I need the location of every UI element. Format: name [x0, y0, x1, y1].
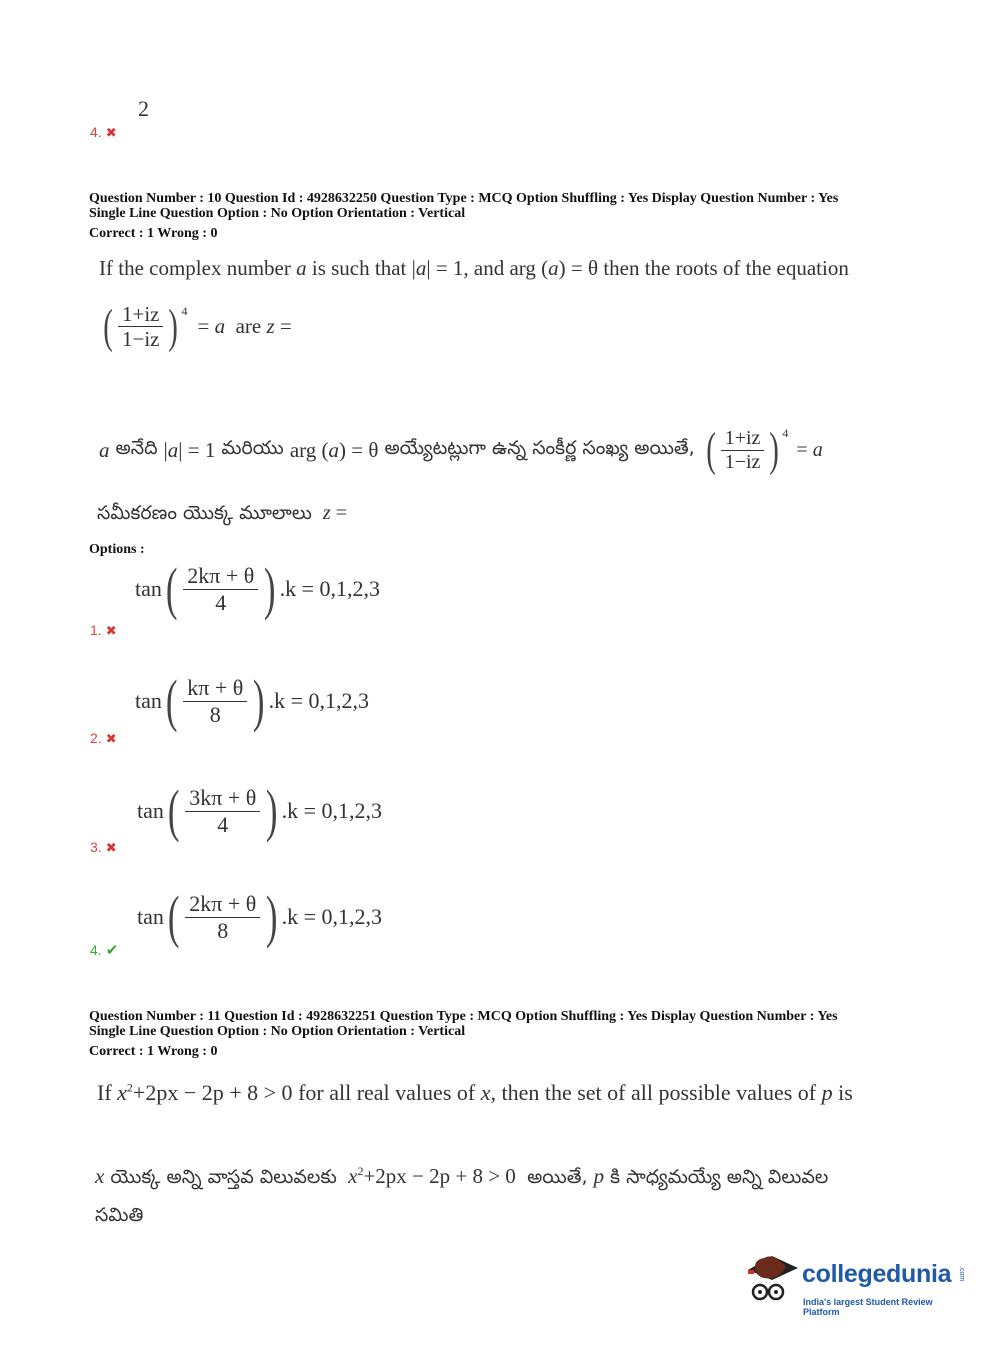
q10-en-b: is such that: [311, 256, 407, 280]
tan-label: tan: [137, 904, 164, 929]
option-3-marker: [90, 839, 117, 856]
q11-meta-line3: Correct : 1 Wrong : 0: [89, 1044, 218, 1059]
mascot-icon: [742, 1250, 802, 1310]
prev-option-marker: [90, 124, 117, 141]
option-2: tan ( $\frac{k\pi + \theta}{8}$ ) .k = 0,1,2,3: [135, 668, 370, 733]
wrong-icon: ✖: [105, 623, 117, 638]
q10-meta-line3: Correct : 1 Wrong : 0: [89, 226, 218, 241]
q11-en-d: is: [838, 1080, 853, 1105]
tan-label: tan: [135, 688, 162, 713]
q10-frac-den: 1−iz: [121, 327, 160, 352]
option-3-numerator: 3kπ + θ: [185, 785, 260, 811]
option-1-numerator: 2kπ + θ: [183, 563, 258, 589]
q11-te-a: యొక్క అన్ని వాస్తవ విలువలకు: [110, 1166, 337, 1188]
q11-en-b: for all real values of: [298, 1080, 476, 1105]
q10-telugu-line2: సమీకరణం యొక్క మూలాలు z =: [97, 502, 347, 524]
options-label: Options :: [89, 542, 145, 557]
q11-te-c: కి సాధ్యమయ్యే అన్ని విలువల: [610, 1166, 829, 1188]
tan-label: tan: [137, 798, 164, 823]
prev-option-number: 4.: [90, 124, 102, 140]
q10-frac-num: 1+iz: [118, 302, 164, 327]
q10-en-d: then the roots of the equation: [603, 256, 849, 280]
option-2-number: 2.: [90, 730, 102, 746]
q10-te-frac-den: 1−iz: [724, 450, 761, 473]
option-2-denominator: 8: [209, 701, 221, 727]
option-3-denominator: 4: [217, 811, 229, 837]
q11-en-a: If: [97, 1080, 112, 1105]
logo-tagline: India's largest Student Review Platform: [803, 1297, 933, 1317]
option-1-denominator: 4: [215, 589, 227, 615]
q10-en-c: , and arg: [463, 256, 536, 280]
prev-option-value: 2: [138, 96, 149, 121]
option-1-number: 1.: [90, 622, 102, 638]
option-4-denominator: 8: [217, 917, 229, 943]
q11-te-expr: +2px − 2p + 8 > 0: [363, 1164, 516, 1188]
q11-telugu-line1: x యొక్క అన్ని వాస్తవ విలువలకు $x^2+2px - 2p + 8 > 0$ అయితే, p కి సాధ్యమయ్యే అన్ని విలువల: [95, 1164, 829, 1188]
option-2-k: .k = 0,1,2,3: [268, 688, 370, 713]
q11-meta-line1: Question Number : 11 Question Id : 4928632251 Question Type : MCQ Option Shuffling : Yes Display Question Number : Yes: [89, 1009, 838, 1024]
check-icon: ✔: [105, 942, 119, 959]
q10-equation: ( $\frac{1+iz}{1-iz}$ ) $^4$ = a are z =: [103, 299, 292, 353]
option-3-number: 3.: [90, 839, 102, 855]
option-1: tan ( $\frac{2k\pi + \theta}{4}$ ) .k = 0,1,2,3: [135, 556, 381, 621]
option-4-marker: [90, 941, 118, 959]
logo-dotcom: .com: [958, 1266, 965, 1282]
q11-meta-line2: Single Line Question Option : No Option Orientation : Vertical: [89, 1024, 466, 1039]
q10-telugu-line1: a అనేది |a| = 1 మరియు arg (a) = θ అయ్యేటట్లుగా ఉన్న సంకీర్ణ సంఖ్య అయితే, ( $\frac{1+iz}{1-iz}$ ) $^4$ = a: [99, 423, 823, 476]
option-4-number: 4.: [90, 942, 102, 958]
collegedunia-logo: [742, 1250, 970, 1317]
option-4-k: .k = 0,1,2,3: [281, 904, 383, 929]
q10-meta-line1: Question Number : 10 Question Id : 4928632250 Question Type : MCQ Option Shuffling : Yes Display Question Number : Yes: [89, 191, 839, 206]
option-1-marker: [90, 622, 117, 639]
q10-te-c: అయ్యేటట్లుగా ఉన్న సంకీర్ణ సంఖ్య అయితే,: [384, 436, 695, 459]
q10-te-b: మరియు: [221, 436, 284, 459]
q10-en-e: are: [235, 314, 262, 339]
logo-name: collegedunia: [802, 1260, 952, 1288]
q10-te-d: సమీకరణం యొక్క మూలాలు: [97, 502, 312, 524]
q11-meta: [89, 1009, 949, 1059]
q10-en-a: If the complex number: [99, 256, 291, 280]
wrong-icon: ✖: [105, 125, 117, 140]
q11-te-b: అయితే,: [527, 1166, 588, 1188]
option-4-numerator: 2kπ + θ: [185, 891, 260, 917]
option-4: tan ( $\frac{2k\pi + \theta}{8}$ ) .k = 0,1,2,3: [137, 884, 383, 949]
q11-telugu-line2: సమితి: [95, 1204, 144, 1226]
tan-label: tan: [135, 576, 162, 601]
wrong-icon: ✖: [105, 731, 117, 746]
q10-meta: [89, 191, 949, 241]
option-2-numerator: kπ + θ: [183, 675, 247, 701]
q10-meta-line2: Single Line Question Option : No Option Orientation : Vertical: [89, 206, 466, 221]
q11-expr: +2px − 2p + 8 > 0: [132, 1080, 293, 1105]
option-3-k: .k = 0,1,2,3: [281, 798, 383, 823]
q11-en-c: , then the set of all possible values of: [490, 1080, 817, 1105]
q11-english-line: If $x^2+2px - 2p + 8 > 0$ for all real values of x, then the set of all possible values of p is: [97, 1080, 853, 1105]
option-2-marker: [90, 730, 117, 747]
option-1-k: .k = 0,1,2,3: [279, 576, 381, 601]
q10-english-line1: If the complex number a is such that |a| = 1, and arg (a) = θ then the roots of the equation: [99, 256, 849, 280]
q10-te-frac-num: 1+iz: [721, 427, 765, 451]
option-3: tan ( $\frac{3k\pi + \theta}{4}$ ) .k = 0,1,2,3: [137, 778, 383, 843]
q10-te-a: అనేది: [115, 436, 158, 459]
wrong-icon: ✖: [105, 840, 117, 855]
